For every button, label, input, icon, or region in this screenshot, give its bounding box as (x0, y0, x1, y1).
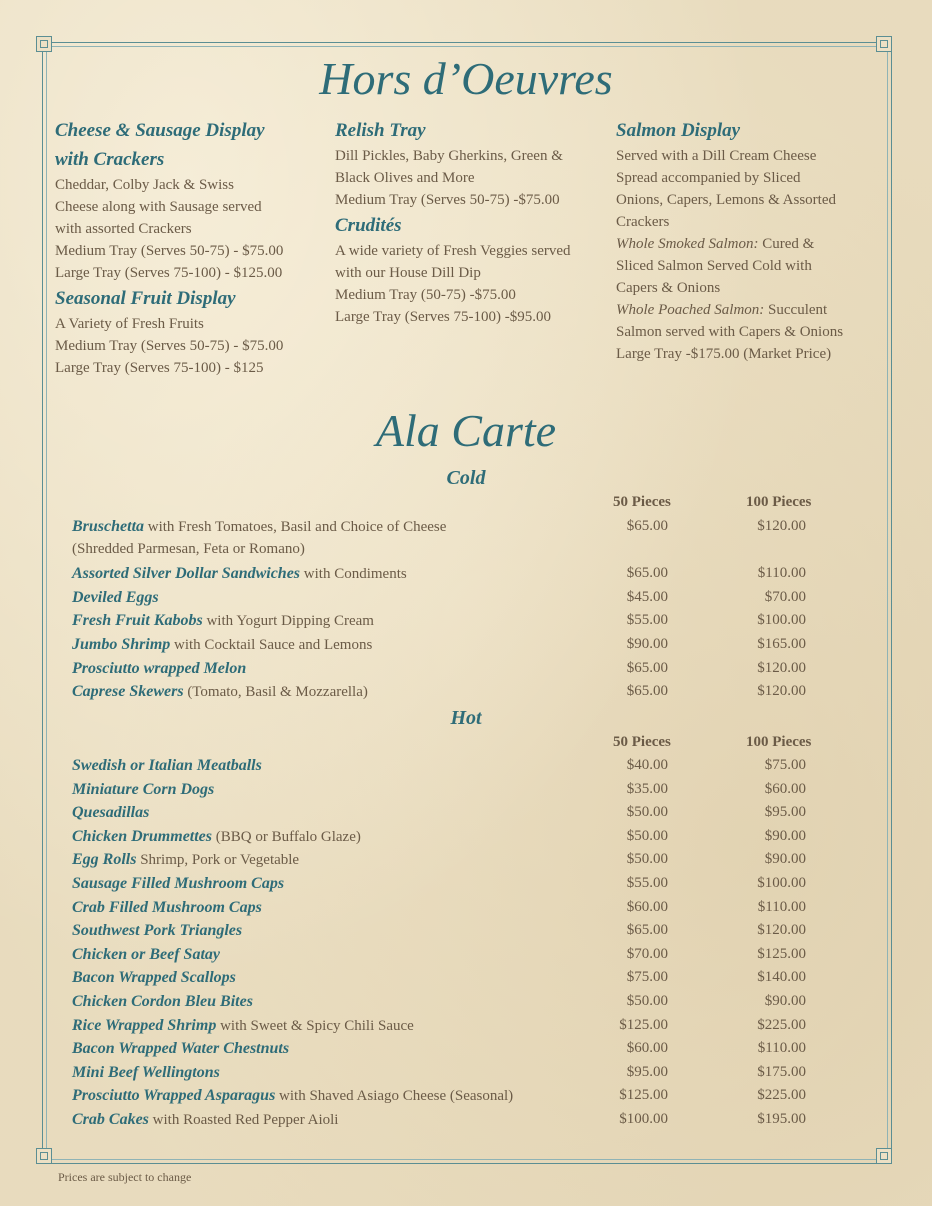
menu-item-name: Bacon Wrapped Water Chestnuts (72, 1040, 290, 1058)
hot-col-100-header: 100 Pieces (746, 734, 812, 750)
price-100-pieces: $225.00 (757, 1087, 806, 1104)
item-text (616, 299, 886, 321)
menu-item-name: Deviled Eggs (72, 588, 159, 606)
menu-item-desc: with Fresh Tomatoes, Basil and Choice of Cheese (144, 519, 447, 535)
menu-item-name: Chicken Cordon Bleu Bites (72, 993, 253, 1010)
item-text: Salmon served with Capers & Onions (616, 324, 844, 340)
menu-item-name: Fresh Fruit Kabobs (72, 612, 203, 630)
menu-item-desc: (BBQ or Buffalo Glaze) (212, 828, 361, 845)
item-text (616, 233, 886, 255)
price-50-pieces: $100.00 (619, 1111, 668, 1127)
menu-item-name: Bruschetta (72, 518, 145, 535)
cheese-sausage-section (55, 116, 325, 379)
menu-item-name: Prosciutto Wrapped Asparagus (72, 1087, 276, 1105)
menu-item-desc: with Cocktail Sauce and Lemons (170, 637, 373, 653)
price-50-pieces: $65.00 (626, 565, 668, 582)
price-50-pieces: $65.00 (626, 659, 668, 676)
menu-item-name: Southwest Pork Triangles (72, 922, 243, 940)
menu-item-name: Swedish or Italian Meatballs (72, 757, 262, 774)
corner-ornament-top-left (36, 36, 52, 52)
menu-item-desc: with Sweet & Spicy Chili Sauce (216, 1017, 414, 1034)
price-100-pieces: $110.00 (757, 565, 806, 582)
price-100-pieces: $110.00 (757, 1040, 806, 1057)
menu-item-name: Jumbo Shrimp (72, 636, 171, 653)
item-text: Spread accompanied by Sliced (616, 170, 801, 186)
item-text: Crackers (616, 214, 670, 230)
item-subtitle: Whole Poached Salmon: (616, 302, 765, 318)
price-50-pieces: $60.00 (626, 898, 668, 915)
menu-item-name: Rice Wrapped Shrimp (72, 1016, 217, 1034)
menu-item-row (72, 1037, 812, 1060)
item-text: Onions, Capers, Lemons & Assorted (616, 192, 836, 208)
price-100-pieces: $120.00 (757, 683, 806, 700)
hot-col-50-header: 50 Pieces (613, 734, 671, 750)
menu-item-name: Chicken Drummettes (72, 827, 213, 845)
price-50-pieces: $95.00 (626, 1063, 668, 1080)
menu-item-desc: with Condiments (300, 566, 407, 583)
price-100-pieces: $90.00 (764, 993, 806, 1009)
menu-item-name: Caprese Skewers (72, 683, 184, 701)
menu-item-row (72, 1061, 812, 1084)
price-100-pieces: $95.00 (764, 804, 806, 821)
menu-item-row (72, 657, 812, 680)
menu-item-row (72, 896, 812, 919)
price-100-pieces: $175.00 (757, 1063, 806, 1080)
hors-doeuvres-title: Hors d’Oeuvres (319, 53, 613, 104)
menu-item-row (72, 633, 812, 656)
cold-subheading: Cold (446, 467, 486, 489)
price-50-pieces: $65.00 (626, 518, 668, 534)
item-text: with assorted Crackers (55, 221, 192, 237)
item-text: Cheddar, Colby Jack & Swiss (55, 177, 234, 193)
item-text: Dill Pickles, Baby Gherkins, Green & (335, 148, 563, 164)
section-heading: Salmon Display (616, 120, 741, 141)
corner-ornament-top-right (876, 36, 892, 52)
menu-item-row (72, 848, 812, 871)
item-text: Sliced Salmon Served Cold with (616, 258, 812, 274)
section-heading: Crudités (335, 215, 402, 236)
item-subtitle: Whole Smoked Salmon: (616, 236, 759, 252)
price-50-pieces: $60.00 (626, 1040, 668, 1057)
price-100-pieces: $90.00 (764, 827, 806, 844)
menu-item-row (72, 754, 812, 777)
menu-item-row (72, 778, 812, 801)
price-100-pieces: $140.00 (757, 969, 806, 986)
price-50-pieces: $35.00 (626, 780, 668, 797)
price-100-pieces: $120.00 (757, 659, 806, 676)
menu-item-desc: with Roasted Red Pepper Aioli (148, 1112, 339, 1128)
menu-item-desc-line2: (Shredded Parmesan, Feta or Romano) (72, 541, 305, 557)
price-text: Medium Tray (Serves 50-75) -$75.00 (335, 192, 560, 208)
menu-item-name: Assorted Silver Dollar Sandwiches (72, 565, 301, 583)
menu-item-row (72, 919, 812, 942)
corner-ornament-bottom-left (36, 1148, 52, 1164)
price-100-pieces: $100.00 (757, 875, 806, 891)
salmon-section (616, 116, 886, 365)
menu-item-name: Mini Beef Wellingtons (72, 1063, 220, 1081)
item-text: Cheese along with Sausage served (55, 199, 262, 215)
section-heading: with Crackers (55, 149, 165, 170)
price-50-pieces: $125.00 (619, 1016, 668, 1033)
menu-item-name: Crab Filled Mushroom Caps (72, 898, 262, 916)
price-100-pieces: $75.00 (764, 757, 806, 773)
menu-item-desc: with Yogurt Dipping Cream (202, 613, 374, 630)
price-50-pieces: $125.00 (619, 1087, 668, 1104)
menu-item-name: Prosciutto wrapped Melon (72, 659, 247, 677)
item-text: Served with a Dill Cream Cheese (616, 148, 817, 164)
price-50-pieces: $70.00 (626, 945, 668, 962)
item-text: with our House Dill Dip (335, 265, 481, 281)
menu-item-name: Crab Cakes (72, 1111, 149, 1128)
section-heading: Cheese & Sausage Display (55, 120, 265, 141)
menu-item-row (72, 966, 812, 989)
price-100-pieces: $60.00 (764, 780, 806, 797)
price-50-pieces: $75.00 (626, 969, 668, 986)
ala-carte-title: Ala Carte (375, 405, 557, 456)
price-50-pieces: $50.00 (626, 993, 668, 1009)
item-text: A wide variety of Fresh Veggies served (335, 243, 571, 259)
menu-item-desc: Shrimp, Pork or Vegetable (136, 852, 300, 869)
cold-col-50-header: 50 Pieces (613, 494, 671, 510)
price-100-pieces: $120.00 (757, 518, 806, 534)
price-50-pieces: $50.00 (626, 827, 668, 844)
item-text: Black Olives and More (335, 170, 475, 186)
menu-item-row (72, 1014, 812, 1037)
cold-col-100-header: 100 Pieces (746, 494, 812, 510)
price-100-pieces: $225.00 (757, 1016, 806, 1033)
menu-item-row (72, 609, 812, 632)
menu-item-desc: with Shaved Asiago Cheese (Seasonal) (275, 1088, 514, 1105)
menu-item-row (72, 943, 812, 966)
price-100-pieces: $165.00 (757, 636, 806, 652)
price-100-pieces: $195.00 (757, 1111, 806, 1127)
price-text: Medium Tray (Serves 50-75) - $75.00 (55, 243, 284, 259)
menu-item-name: Bacon Wrapped Scallops (72, 969, 236, 987)
menu-item-name: Miniature Corn Dogs (72, 780, 215, 798)
menu-item-row (72, 872, 812, 895)
item-text: Capers & Onions (616, 280, 721, 296)
section-heading: Seasonal Fruit Display (55, 288, 236, 309)
corner-ornament-bottom-right (876, 1148, 892, 1164)
price-50-pieces: $40.00 (626, 757, 668, 773)
price-50-pieces: $90.00 (626, 636, 668, 652)
item-text: A Variety of Fresh Fruits (55, 316, 204, 332)
price-100-pieces: $120.00 (757, 922, 806, 939)
menu-item-row (72, 680, 812, 703)
menu-item-row (72, 801, 812, 824)
item-text: Cured & (758, 236, 815, 252)
item-text: Succulent (764, 302, 828, 318)
price-text: Large Tray (Serves 75-100) - $125.00 (55, 265, 283, 281)
price-100-pieces: $90.00 (764, 851, 806, 868)
price-50-pieces: $50.00 (626, 804, 668, 821)
price-text: Large Tray (Serves 75-100) - $125 (55, 360, 264, 376)
relish-crudites-section (335, 116, 605, 328)
price-50-pieces: $55.00 (626, 612, 668, 629)
menu-item-name: Sausage Filled Mushroom Caps (72, 875, 285, 892)
footer-note: Prices are subject to change (58, 1170, 192, 1184)
menu-item-row (72, 1108, 812, 1131)
price-50-pieces: $65.00 (626, 922, 668, 939)
price-100-pieces: $110.00 (757, 898, 806, 915)
price-50-pieces: $45.00 (626, 588, 668, 605)
price-text: Large Tray -$175.00 (Market Price) (616, 346, 832, 362)
price-text: Large Tray (Serves 75-100) -$95.00 (335, 309, 551, 325)
menu-item-name: Quesadillas (72, 804, 150, 822)
menu-item-row (72, 1084, 812, 1107)
price-50-pieces: $65.00 (626, 683, 668, 700)
price-100-pieces: $100.00 (757, 612, 806, 629)
menu-item-desc: (Tomato, Basil & Mozzarella) (183, 684, 368, 701)
price-text: Medium Tray (Serves 50-75) - $75.00 (55, 338, 284, 354)
price-100-pieces: $125.00 (757, 945, 806, 962)
section-heading: Relish Tray (335, 120, 426, 141)
price-50-pieces: $50.00 (626, 851, 668, 868)
price-50-pieces: $55.00 (626, 875, 668, 891)
menu-item-row (72, 825, 812, 848)
menu-item-row (72, 515, 812, 557)
menu-item-row (72, 990, 812, 1013)
price-100-pieces: $70.00 (764, 588, 806, 605)
menu-item-row (72, 586, 812, 609)
menu-item-name: Egg Rolls (72, 851, 137, 869)
menu-item-row (72, 562, 812, 585)
hot-subheading: Hot (450, 707, 482, 729)
price-text: Medium Tray (50-75) -$75.00 (335, 287, 516, 303)
menu-item-name: Chicken or Beef Satay (72, 945, 220, 963)
